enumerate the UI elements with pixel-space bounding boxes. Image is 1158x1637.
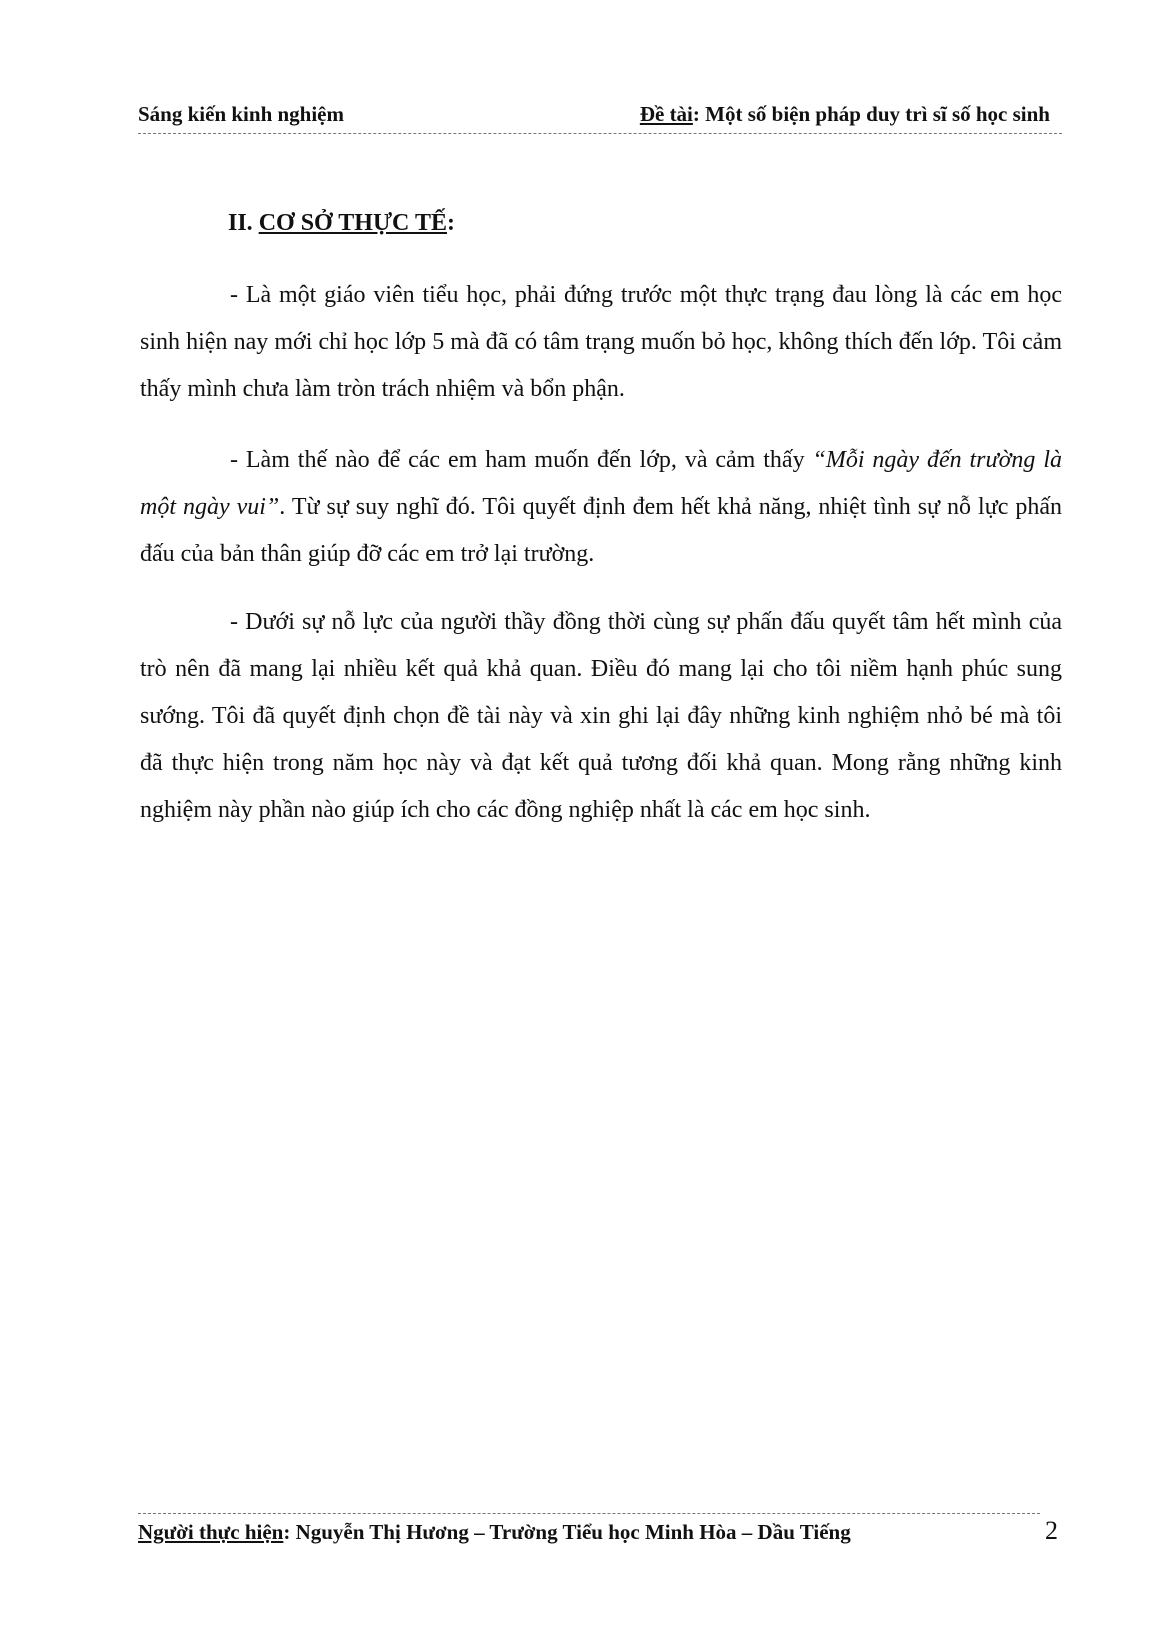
paragraph-2 <box>140 437 1062 578</box>
paragraph-1: - Là một giáo viên tiểu học, phải đứng trước một thực trạng đau lòng là các em học sinh hiện nay mới chỉ học lớp 5 mà đã có tâm trạng muốn bỏ học, không thích đến lớp. Tôi cảm thấy mình chưa làm tròn trách nhiệm và bổn phận. <box>140 282 1062 402</box>
section-colon: : <box>446 210 455 236</box>
header-topic-label: Đề tài <box>639 102 693 126</box>
header-left-title: Sáng kiến kinh nghiệm <box>138 102 345 126</box>
footer-divider <box>138 1513 1040 1514</box>
paragraph-2-intro: - Làm thế nào để các em ham muốn đến lớp, và cảm thấy <box>230 447 813 473</box>
page-number: 2 <box>1045 1516 1058 1545</box>
footer-author-label: Người thực hiện <box>138 1520 284 1544</box>
header-topic-text: : Một số biện pháp duy trì sĩ số học sinh <box>692 102 1050 126</box>
paragraph-3: - Dưới sự nỗ lực của người thầy đồng thời cùng sự phấn đấu quyết tâm hết mình của trò nên đã mang lại nhiều kết quả khả quan. Điều đó mang lại cho tôi niềm hạnh phúc sung sướng. Tôi đã quyết định chọn đề tài này và xin ghi lại đây những kinh nghiệm nhỏ bé mà tôi đã thực hiện trong năm học này và đạt kết quả tương đối khả quan. Mong rằng những kinh nghiệm này phần nào giúp ích cho các đồng nghiệp nhất là các em học sinh. <box>140 609 1062 823</box>
section-number: II. <box>228 210 259 236</box>
section-title: CƠ SỞ THỰC TẾ <box>258 210 447 236</box>
header-right-topic <box>640 102 1050 127</box>
paragraph-2-rest: . Từ sự suy nghĩ đó. Tôi quyết định đem hết khả năng, nhiệt tình sự nỗ lực phấn đấu của bản thân giúp đỡ các em trở lại trường. <box>140 494 1062 567</box>
paragraph-2-quote: “Mỗi ngày đến trường là một ngày vui” <box>140 447 1062 520</box>
footer-author-text: : Nguyễn Thị Hương – Trường Tiểu học Minh Hòa – Dầu Tiếng <box>283 1520 851 1544</box>
page-header <box>138 102 1062 128</box>
header-divider <box>138 133 1062 134</box>
page-footer <box>138 1520 851 1545</box>
section-heading <box>228 210 455 237</box>
